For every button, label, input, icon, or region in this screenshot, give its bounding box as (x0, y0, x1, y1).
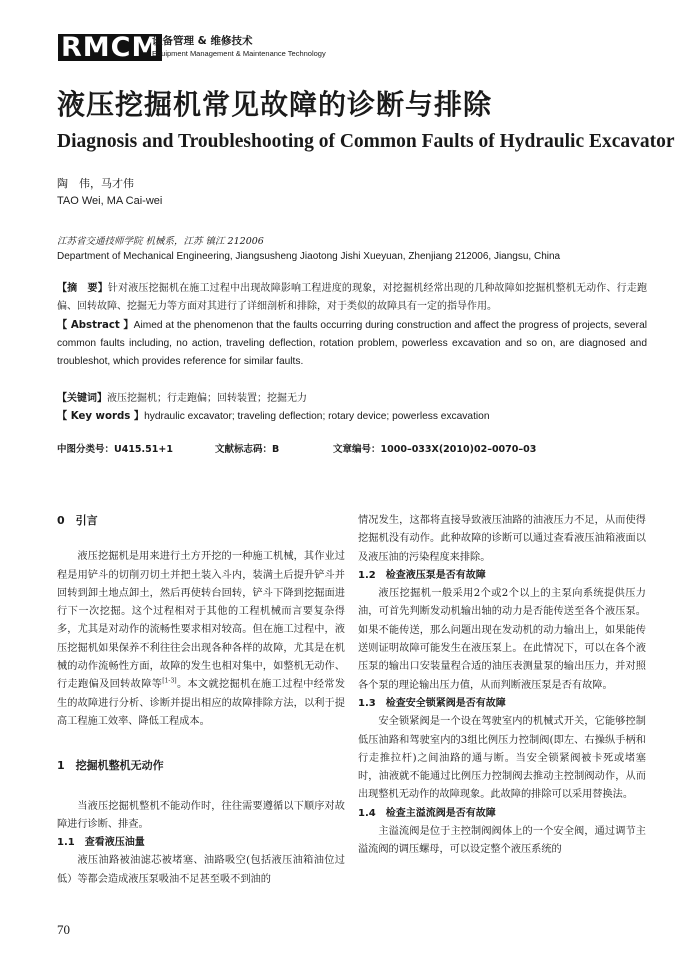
paragraph-1-1: 液压油路被油滤芯被堵塞、油路吸空(包括液压油箱油位过低）等都会造成液压泵吸油不足甚至吸不到油的 (57, 855, 345, 885)
abstract-cn-text: 针对液压挖掘机在施工过程中出现故障影响工程进度的现象，对挖掘机经常出现的几种故障如挖掘机整机无动作、行走跑偏、回转故障、挖掘无力等方面对其进行了详细剖析和排除，对于类似的故障具有一定的指导作用。 (57, 283, 648, 312)
article-number: 文章编号：1000–033X(2010)02–0070–03 (333, 444, 537, 455)
section-heading-intro: 0 引言 (57, 514, 98, 527)
paragraph-intro: 液压挖掘机是用来进行土方开挖的一种施工机械，其作业过程是用铲斗的切削刃切土并把土装入斗内，装满土后提升铲斗并回转到卸土地点卸土，然后再使转台回转，铲斗下降到挖掘面进行下一次挖掘。这个过程相对于其他的工程机械而言要复杂得多，尤其是对动作的流畅性要求相对较高。但在施工过程中，液压挖掘机如果保养不利往往会出现各种各样的故障，尤其是在机械的动作流畅性方面，故障的发生也相对集中，如整机无动作、行走跑偏及回转故障等[1-3]。本文就挖掘机在施工过程中经常发生的故障进行分析、诊断并提出相应的故障排除方法，以利于提高工程施工效率、降低工程成本。 (57, 551, 346, 727)
section-heading-1: 1 挖掘机整机无动作 (57, 759, 164, 773)
abstract-en (57, 317, 647, 371)
abstract-en-text: Aimed at the phenomenon that the faults occurring during construction and affect the progress of projects, several common faults including, no action, traveling deflection, rotation problem, powerless excavation and so on, are diagnosed and troubleshot, which provides reference for similar faults. (57, 320, 647, 367)
paragraph-1-2: 液压挖掘机一般采用2个或2个以上的主泵向系统提供压力油，可首先判断发动机输出轴的动力是否能传送至各个液压泵。如果不能传送，那么问题出现在发动机的动力输出上，如果能传送则证明故障可能发生在液压泵上。在此情况下，可以在各个液压泵的输出口安装量程合适的油压表测量泵的输出压力，并对照各个泵的理论输出压力值，从而判断液压泵是否有故障。 (358, 588, 646, 691)
citation: [1-3] (162, 677, 177, 685)
paragraph-1-3: 安全锁紧阀是一个设在驾驶室内的机械式开关，它能够控制低压油路和驾驶室内的3组比例压力控制阀(即左、右操纵手柄和行走推拉杆)之间油路的通与断。当安全锁紧阀被卡死或堵塞时，油液就不能通过比例压力控制阀去推动主控制阀动作，从而出现整机无动作的故障现象。此故障的排除可以采用替换法。 (358, 716, 646, 801)
page-number: 70 (57, 922, 70, 937)
section-heading-1-2: 1.2 检查液压泵是否有故障 (358, 569, 486, 581)
affiliation-cn: 江苏省交通技师学院 机械系，江苏 镇江 212006 (57, 236, 264, 247)
affiliation-en: Department of Mechanical Engineering, Jiangsusheng Jiaotong Jishi Xueyuan, Zhenjiang 212006, Jiangsu, China (57, 251, 561, 262)
article-title-en: Diagnosis and Troubleshooting of Common Faults of Hydraulic Excavator (57, 131, 675, 152)
paragraph-continued: 情况发生，这都将直接导致液压油路的油液压力不足，从而使得挖掘机没有动作。此种故障的诊断可以通过查看液压油箱液面以及液压油的污染程度来排除。 (358, 515, 646, 563)
journal-name-cn: 设备管理 & 维修技术 (152, 35, 253, 47)
paragraph-1: 当液压挖掘机整机不能动作时，往往需要遵循以下顺序对故障进行诊断、排查。 (57, 800, 345, 830)
paragraph-1-4: 主溢流阀是位于主控制阀阀体上的一个安全阀，通过调节主溢流阀的调压螺母，可以设定整个液压系统的 (358, 826, 646, 856)
section-heading-1-3: 1.3 检查安全锁紧阀是否有故障 (358, 697, 506, 709)
section-heading-1-1: 1.1 查看液压油量 (57, 837, 145, 849)
abstract-en-label: 【 Abstract 】 (57, 320, 134, 331)
journal-name (152, 35, 326, 59)
right-column (358, 512, 646, 860)
left-column (57, 512, 345, 889)
abstract-cn-label: 【摘 要】 (57, 283, 108, 294)
clc-number: 中图分类号：U415.51+1 (57, 444, 173, 455)
keywords-en-label: 【 Key words 】 (57, 411, 145, 422)
keywords-en (57, 408, 647, 426)
article-title-cn: 液压挖掘机常见故障的诊断与排除 (57, 88, 493, 121)
keywords-en-text: hydraulic excavator; traveling deflection; rotary device; powerless excavation (144, 411, 490, 422)
authors-cn: 陶 伟，马才伟 (57, 177, 134, 190)
section-heading-1-4: 1.4 检查主溢流阀是否有故障 (358, 807, 496, 819)
keywords-cn-label: 【关键词】 (57, 393, 107, 404)
keywords-cn-text: 液压挖掘机；行走跑偏；回转装置；挖掘无力 (107, 393, 307, 404)
document-code: 文献标志码：B (215, 444, 280, 455)
abstract-cn (57, 280, 647, 316)
journal-name-en: Equipment Management & Maintenance Technology (152, 49, 326, 58)
journal-logo: RMCM (58, 34, 162, 61)
keywords-cn (57, 390, 647, 408)
authors-en: TAO Wei, MA Cai-wei (57, 195, 163, 207)
